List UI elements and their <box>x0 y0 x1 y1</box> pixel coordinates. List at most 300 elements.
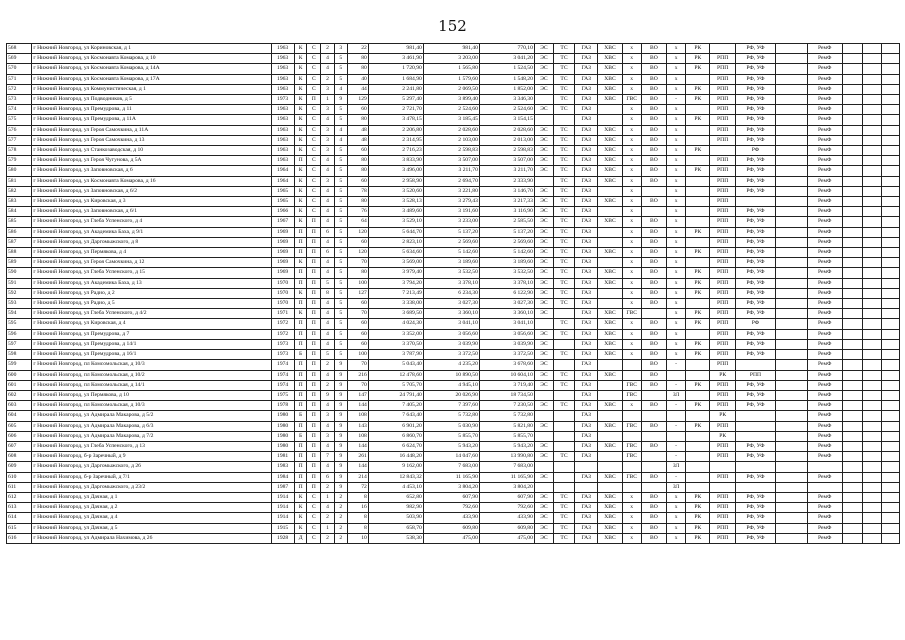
floors-cell: 5 <box>334 299 347 309</box>
waste-chute-cell: - <box>667 472 686 482</box>
empty-cell <box>862 248 881 258</box>
funding-type-cell: РФ, УФ <box>735 299 775 309</box>
electricity-cell: ЭС <box>534 513 553 523</box>
building-type-code-cell: П <box>307 482 321 492</box>
electricity-cell: ЭС <box>534 533 553 543</box>
sewerage-cell: ВО <box>641 217 666 227</box>
empty-cell <box>862 176 881 186</box>
empty-cell <box>862 441 881 451</box>
sewerage-cell: ВО <box>641 44 666 54</box>
floors-cell: 5 <box>334 207 347 217</box>
wall-material-code-cell: К <box>294 95 307 105</box>
address-cell: г Нижний Новгород, ул Кориновская, д 1 <box>32 44 271 54</box>
empty-cell <box>881 44 899 54</box>
heating-cell: ТС <box>553 156 574 166</box>
electricity-cell: ЭС <box>534 156 553 166</box>
gas-cell: ГАЗ <box>575 299 598 309</box>
empty-cell <box>881 135 899 145</box>
address-cell: г Нижний Новгород, ул Космонавта Комарова, д 14А <box>32 64 271 74</box>
floors-cell: 5 <box>334 258 347 268</box>
hot-water-cell: х <box>622 533 641 543</box>
table-row <box>7 452 900 462</box>
heating-cell: ТС <box>553 350 574 360</box>
waste-chute-cell: х <box>667 299 686 309</box>
facade-repair-cell: РК <box>710 370 735 380</box>
waste-chute-cell: х <box>667 74 686 84</box>
floors-cell: 5 <box>334 64 347 74</box>
roof-repair-cell: РК <box>686 268 710 278</box>
living-area-cell: 3 804,20 <box>423 482 479 492</box>
repair-fund-cell: РемФ <box>807 350 842 360</box>
row-number-cell: 568 <box>7 44 32 54</box>
apartments-cell: 60 <box>347 339 368 349</box>
repair-fund-cell: РемФ <box>807 441 842 451</box>
sewerage-cell <box>641 482 666 492</box>
address-cell: г Нижний Новгород, ул Кировская, д 4 <box>32 319 271 329</box>
cold-water-cell: ХВС <box>598 176 622 186</box>
hot-water-cell: ГВС <box>622 441 641 451</box>
cold-water-cell: ХВС <box>598 146 622 156</box>
residential-area-cell: 433,90 <box>479 513 534 523</box>
table-row <box>7 258 900 268</box>
wall-material-code-cell: К <box>294 166 307 176</box>
row-number-cell: 583 <box>7 197 32 207</box>
empty-cell <box>881 411 899 421</box>
build-year-cell: 1980 <box>271 421 294 431</box>
entrances-cell: 4 <box>321 186 335 196</box>
hot-water-cell: х <box>622 84 641 94</box>
table-row <box>7 74 900 84</box>
wall-material-code-cell: П <box>294 339 307 349</box>
entrances-cell: 4 <box>321 156 335 166</box>
hot-water-cell: х <box>622 268 641 278</box>
hot-water-cell: ГВС <box>622 472 641 482</box>
residential-area-cell: 2 598,83 <box>479 146 534 156</box>
heating-cell <box>553 339 574 349</box>
row-number-cell: 574 <box>7 105 32 115</box>
notes-cell <box>776 166 808 176</box>
hot-water-cell: х <box>622 166 641 176</box>
row-number-cell: 569 <box>7 54 32 64</box>
roof-repair-cell: РК <box>686 380 710 390</box>
empty-cell <box>842 146 862 156</box>
building-type-code-cell: С <box>307 44 321 54</box>
building-type-code-cell: С <box>307 74 321 84</box>
gas-cell: ГАЗ <box>575 268 598 278</box>
row-number-cell: 593 <box>7 299 32 309</box>
row-number-cell: 615 <box>7 523 32 533</box>
empty-cell <box>842 207 862 217</box>
residential-area-cell: 3 804,20 <box>479 482 534 492</box>
gas-cell: ГАЗ <box>575 278 598 288</box>
empty-cell <box>862 227 881 237</box>
row-number-cell: 584 <box>7 207 32 217</box>
residential-area-cell: 7 230,50 <box>479 401 534 411</box>
address-cell: г Нижний Новгород, ул Пермякова, д 4 <box>32 248 271 258</box>
wall-material-code-cell: К <box>294 523 307 533</box>
heating-cell <box>553 441 574 451</box>
funding-type-cell: РФ, УФ <box>735 441 775 451</box>
wall-material-code-cell: К <box>294 105 307 115</box>
empty-cell <box>862 115 881 125</box>
floors-cell: 5 <box>334 350 347 360</box>
empty-cell <box>862 197 881 207</box>
notes-cell <box>776 146 808 156</box>
roof-repair-cell: РК <box>686 166 710 176</box>
residential-area-cell: 3 372,50 <box>479 350 534 360</box>
gas-cell: ГАЗ <box>575 421 598 431</box>
empty-cell <box>842 227 862 237</box>
cold-water-cell: ХВС <box>598 135 622 145</box>
cold-water-cell: ХВС <box>598 278 622 288</box>
electricity-cell: ЭС <box>534 44 553 54</box>
empty-cell <box>842 115 862 125</box>
total-area-cell: 3 794,20 <box>368 278 423 288</box>
wall-material-code-cell: П <box>294 390 307 400</box>
electricity-cell: ЭС <box>534 299 553 309</box>
row-number-cell: 605 <box>7 421 32 431</box>
hot-water-cell: х <box>622 217 641 227</box>
gas-cell: ГАЗ <box>575 166 598 176</box>
facade-repair-cell: РПП <box>710 135 735 145</box>
total-area-cell: 7 405,20 <box>368 401 423 411</box>
empty-cell <box>842 401 862 411</box>
funding-type-cell: РФ, УФ <box>735 258 775 268</box>
notes-cell <box>776 452 808 462</box>
empty-cell <box>842 411 862 421</box>
notes-cell <box>776 84 808 94</box>
empty-cell <box>862 350 881 360</box>
empty-cell <box>881 74 899 84</box>
floors-cell: 9 <box>334 360 347 370</box>
hot-water-cell: х <box>622 237 641 247</box>
entrances-cell: 3 <box>321 176 335 186</box>
facade-repair-cell: РПП <box>710 380 735 390</box>
heating-cell: ТС <box>553 258 574 268</box>
floors-cell: 5 <box>334 176 347 186</box>
funding-type-cell: РФ, УФ <box>735 156 775 166</box>
row-number-cell: 586 <box>7 227 32 237</box>
repair-fund-cell: РемФ <box>807 186 842 196</box>
hot-water-cell: ГВС <box>622 380 641 390</box>
empty-cell <box>881 217 899 227</box>
cold-water-cell: ХВС <box>598 329 622 339</box>
waste-chute-cell: х <box>667 166 686 176</box>
facade-repair-cell: РПП <box>710 176 735 186</box>
electricity-cell <box>534 462 553 472</box>
residential-area-cell: 2 013,00 <box>479 135 534 145</box>
sewerage-cell: ВО <box>641 135 666 145</box>
gas-cell: ГАЗ <box>575 248 598 258</box>
waste-chute-cell <box>667 370 686 380</box>
facade-repair-cell: РПП <box>710 492 735 502</box>
funding-type-cell: РФ, УФ <box>735 390 775 400</box>
build-year-cell: 1914 <box>271 492 294 502</box>
electricity-cell: ЭС <box>534 452 553 462</box>
living-area-cell: 2 103,00 <box>423 135 479 145</box>
total-area-cell: 1 684,90 <box>368 74 423 84</box>
empty-cell <box>862 319 881 329</box>
cold-water-cell: ХВС <box>598 421 622 431</box>
empty-cell <box>842 44 862 54</box>
building-type-code-cell: С <box>307 125 321 135</box>
residential-area-cell: 3 507,00 <box>479 156 534 166</box>
building-type-code-cell: С <box>307 84 321 94</box>
repair-fund-cell: РемФ <box>807 64 842 74</box>
notes-cell <box>776 503 808 513</box>
repair-fund-cell: РемФ <box>807 523 842 533</box>
table-row <box>7 176 900 186</box>
sewerage-cell: ВО <box>641 268 666 278</box>
entrances-cell: 5 <box>321 278 335 288</box>
waste-chute-cell: х <box>667 105 686 115</box>
electricity-cell: ЭС <box>534 339 553 349</box>
wall-material-code-cell: К <box>294 135 307 145</box>
roof-repair-cell <box>686 156 710 166</box>
apartments-cell: 70 <box>347 309 368 319</box>
wall-material-code-cell: П <box>294 482 307 492</box>
living-area-cell: 3 899,40 <box>423 95 479 105</box>
heating-cell: ТС <box>553 54 574 64</box>
roof-repair-cell <box>686 125 710 135</box>
notes-cell <box>776 513 808 523</box>
electricity-cell: ЭС <box>534 288 553 298</box>
funding-type-cell: РФ, УФ <box>735 217 775 227</box>
total-area-cell: 982,90 <box>368 503 423 513</box>
empty-cell <box>842 54 862 64</box>
build-year-cell: 1969 <box>271 227 294 237</box>
total-area-cell: 3 352,00 <box>368 329 423 339</box>
waste-chute-cell: х <box>667 248 686 258</box>
total-area-cell: 3 461,90 <box>368 54 423 64</box>
wall-material-code-cell: П <box>294 329 307 339</box>
apartments-cell: 129 <box>347 95 368 105</box>
hot-water-cell: х <box>622 64 641 74</box>
apartments-cell: 60 <box>347 237 368 247</box>
notes-cell <box>776 237 808 247</box>
empty-cell <box>842 523 862 533</box>
hot-water-cell: х <box>622 135 641 145</box>
build-year-cell: 1963 <box>271 74 294 84</box>
cold-water-cell: ХВС <box>598 523 622 533</box>
table-row <box>7 186 900 196</box>
apartments-cell: 108 <box>347 411 368 421</box>
heating-cell: ТС <box>553 186 574 196</box>
empty-cell <box>842 319 862 329</box>
facade-repair-cell: РПП <box>710 299 735 309</box>
hot-water-cell: ГВС <box>622 95 641 105</box>
build-year-cell: 1980 <box>271 431 294 441</box>
address-cell: г Нижний Новгород, ул Дачная, д 4 <box>32 513 271 523</box>
floors-cell: 9 <box>334 431 347 441</box>
row-number-cell: 571 <box>7 74 32 84</box>
residential-area-cell: 13 990,80 <box>479 452 534 462</box>
repair-fund-cell: РемФ <box>807 299 842 309</box>
empty-cell <box>881 186 899 196</box>
empty-cell <box>862 370 881 380</box>
residential-area-cell: 2 524,60 <box>479 105 534 115</box>
row-number-cell: 588 <box>7 248 32 258</box>
facade-repair-cell <box>710 462 735 472</box>
empty-cell <box>842 421 862 431</box>
funding-type-cell: РФ, УФ <box>735 84 775 94</box>
living-area-cell: 5 943,20 <box>423 441 479 451</box>
facade-repair-cell: РПП <box>710 64 735 74</box>
sewerage-cell <box>641 309 666 319</box>
funding-type-cell <box>735 431 775 441</box>
living-area-cell: 11 165,90 <box>423 472 479 482</box>
funding-type-cell: РФ, УФ <box>735 278 775 288</box>
hot-water-cell: х <box>622 339 641 349</box>
building-type-code-cell: П <box>307 462 321 472</box>
hot-water-cell: х <box>622 503 641 513</box>
heating-cell: ТС <box>553 248 574 258</box>
apartments-cell: 10 <box>347 533 368 543</box>
table-row <box>7 370 900 380</box>
roof-repair-cell: РК <box>686 64 710 74</box>
build-year-cell: 1980 <box>271 411 294 421</box>
empty-cell <box>881 176 899 186</box>
electricity-cell: ЭС <box>534 268 553 278</box>
roof-repair-cell: РК <box>686 54 710 64</box>
heating-cell: ТС <box>553 84 574 94</box>
heating-cell: ТС <box>553 227 574 237</box>
wall-material-code-cell: Б <box>294 411 307 421</box>
hot-water-cell: х <box>622 227 641 237</box>
living-area-cell: 1 579,60 <box>423 74 479 84</box>
empty-cell <box>842 156 862 166</box>
apartments-cell: 60 <box>347 329 368 339</box>
build-year-cell: 1965 <box>271 186 294 196</box>
empty-cell <box>881 421 899 431</box>
empty-cell <box>862 482 881 492</box>
sewerage-cell: ВО <box>641 319 666 329</box>
facade-repair-cell: РПП <box>710 84 735 94</box>
build-year-cell: 1965 <box>271 197 294 207</box>
heating-cell: ТС <box>553 503 574 513</box>
empty-cell <box>842 299 862 309</box>
waste-chute-cell: - <box>667 95 686 105</box>
living-area-cell: 7 397,60 <box>423 401 479 411</box>
building-type-code-cell: С <box>307 523 321 533</box>
empty-cell <box>862 462 881 472</box>
empty-cell <box>862 472 881 482</box>
facade-repair-cell: РПП <box>710 309 735 319</box>
table-row <box>7 166 900 176</box>
waste-chute-cell: - <box>667 452 686 462</box>
residential-area-cell: 3 154,15 <box>479 115 534 125</box>
building-type-code-cell: П <box>307 390 321 400</box>
cold-water-cell: ХВС <box>598 84 622 94</box>
waste-chute-cell: х <box>667 492 686 502</box>
gas-cell: ГАЗ <box>575 441 598 451</box>
empty-cell <box>862 503 881 513</box>
row-number-cell: 572 <box>7 84 32 94</box>
residential-area-cell: 6 122,90 <box>479 288 534 298</box>
residential-area-cell: 5 142,60 <box>479 248 534 258</box>
address-cell: г Нижний Новгород, ул Глеба Успенского, д 4/2 <box>32 309 271 319</box>
repair-fund-cell: РемФ <box>807 227 842 237</box>
electricity-cell: ЭС <box>534 166 553 176</box>
total-area-cell: 2 823,10 <box>368 237 423 247</box>
electricity-cell: ЭС <box>534 421 553 431</box>
wall-material-code-cell: П <box>294 278 307 288</box>
row-number-cell: 580 <box>7 166 32 176</box>
row-number-cell: 591 <box>7 278 32 288</box>
empty-cell <box>881 299 899 309</box>
residential-area-cell: 3 189,60 <box>479 258 534 268</box>
wall-material-code-cell: К <box>294 54 307 64</box>
repair-fund-cell: РемФ <box>807 207 842 217</box>
waste-chute-cell: х <box>667 503 686 513</box>
wall-material-code-cell: К <box>294 288 307 298</box>
row-number-cell: 587 <box>7 237 32 247</box>
funding-type-cell: РФ, УФ <box>735 74 775 84</box>
cold-water-cell: ХВС <box>598 166 622 176</box>
hot-water-cell: х <box>622 146 641 156</box>
facade-repair-cell: РПП <box>710 319 735 329</box>
entrances-cell: 3 <box>321 135 335 145</box>
empty-cell <box>862 299 881 309</box>
funding-type-cell <box>735 421 775 431</box>
empty-cell <box>881 309 899 319</box>
hot-water-cell: х <box>622 105 641 115</box>
residential-area-cell: 3 146,70 <box>479 186 534 196</box>
building-type-code-cell: С <box>307 156 321 166</box>
building-type-code-cell: П <box>307 258 321 268</box>
floors-cell: 5 <box>334 339 347 349</box>
residential-area-cell: 2 028,60 <box>479 125 534 135</box>
floors-cell: 4 <box>334 125 347 135</box>
entrances-cell: 9 <box>321 390 335 400</box>
living-area-cell: 3 372,50 <box>423 350 479 360</box>
gas-cell: ГАЗ <box>575 370 598 380</box>
notes-cell <box>776 105 808 115</box>
entrances-cell: 4 <box>321 237 335 247</box>
cold-water-cell <box>598 380 622 390</box>
notes-cell <box>776 227 808 237</box>
facade-repair-cell: РПП <box>710 288 735 298</box>
entrances-cell: 1 <box>321 523 335 533</box>
facade-repair-cell: РПП <box>710 74 735 84</box>
empty-cell <box>842 268 862 278</box>
gas-cell: ГАЗ <box>575 431 598 441</box>
sewerage-cell: ВО <box>641 125 666 135</box>
housing-registry-table <box>6 43 900 544</box>
living-area-cell: 3 056,60 <box>423 329 479 339</box>
total-area-cell: 3 569,00 <box>368 258 423 268</box>
floors-cell: 3 <box>334 44 347 54</box>
total-area-cell: 7 213,49 <box>368 288 423 298</box>
total-area-cell: 4 024,30 <box>368 319 423 329</box>
entrances-cell: 7 <box>321 452 335 462</box>
repair-fund-cell: РемФ <box>807 401 842 411</box>
sewerage-cell <box>641 390 666 400</box>
heating-cell: ТС <box>553 319 574 329</box>
total-area-cell: 16 448,20 <box>368 452 423 462</box>
notes-cell <box>776 431 808 441</box>
apartments-cell: 70 <box>347 258 368 268</box>
address-cell: г Нижний Новгород, ул Премудрова, д 7 <box>32 329 271 339</box>
building-type-code-cell: С <box>307 533 321 543</box>
entrances-cell: 6 <box>321 472 335 482</box>
roof-repair-cell <box>686 441 710 451</box>
living-area-cell: 3 185,45 <box>423 115 479 125</box>
table-row <box>7 441 900 451</box>
build-year-cell: 1963 <box>271 156 294 166</box>
empty-cell <box>862 401 881 411</box>
entrances-cell: 4 <box>321 197 335 207</box>
